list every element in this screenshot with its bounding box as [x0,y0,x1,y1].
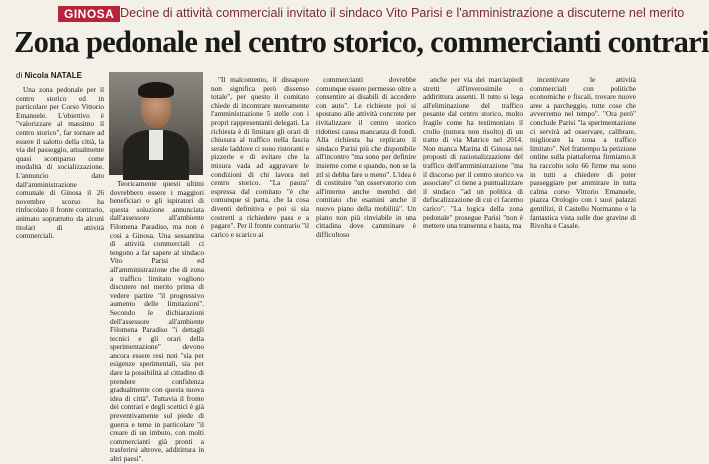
location-tag: GINOSA [58,6,120,22]
byline-prefix: di [16,71,23,80]
column-5-text: incentivare le attività commerciali con politiche economiche e fiscali, trovare nuove aree a parcheggio, tutte cose che avverremo nel tempo". "Ora però" conclude Parisi "la sperimentazione ci servirà ad osservare, calibrare, migliorare la zona a traffico limitato". Nel frattempo la petizione online sulla piattaforma firmiamo.it ha raccolto solo 66 firme ma sono in tutti a chiedere di poter passeggiare per ammirare in tutta calma corso Vittorio Emanuele, piazza Orologio con i suoi palazzi gentilizi, il Castello Normanno e la fantastica vista sulle due gravine di Rivolta e Casale. [530,75,636,231]
column-4-text: anche per via dei marciapiedi stretti all'inverosimile o addirittura assenti. Il tutto si lega all'eliminazione del traffico pesante dal centro storico, molto fragile come ha testimoniato il crollo (tuttora non risolto) di un tratto di via Matrice nel 2014. Non manca Marina di Ginosa nei proposti di razionalizzazione del traffico dell'amministrazione "ma il discorso per il centro storico va associato" ci tiene a puntualizzare il sindaco "ad un politica di defiscalizzazione di cui ci facemo carico". "La logica della zona pedonale" prosegue Parisi "non è mettere una transenna e basta, ma [423,75,523,231]
article-column-1b [110,179,204,463]
headline: Zona pedonale nel centro storico, commercianti contrari [14,25,709,59]
column-2-text: "Il malcontento, il dissapore non significa però dissenso totale", per questo il comitato chiede di incontrare nuovamente l'amministrazione 5 stelle con i propri rappresentanti delegati. La richiesta è di limitare gli orari di chiusura al traffico nella fascia serale laddove ci sono ristoranti e pizzerie e di evitare che la misura vada ad aggravare le condizioni di chi lavora nel centro storico. "La paura" espressa dal comitato "è che comunque si parta, che la cosa diventi definitiva e poi si sia costretti a richiedere pass e a pagare". Per il fronte contrario "il carico e scarico ai [211,75,309,239]
column-1b-text: Teoricamente questi ultimi dovrebbero essere i maggiori beneficiari o gli ispiratori di questa soluzione annunciata dall'assessore all'ambiente Filomena Paradiso, ma non è così a Ginosa. Una sessantina di attività commerciali ci tengono a far sapere al sindaco Vito Parisi ed all'amministrazione che di zona a traffico limitato vogliono discutere nel merito prima di vedere partire "il progressivo aumento delle limitazioni". Secondo le dichiarazioni dell'assessore all'ambiente Filomena Paradiso "i dettagli tecnici e gli orari della sperimentazione" devono ancora essere resi noti "sia per esigenze sperimentali, sia per dare la possibilità al cittadino di prendere confidenza gradualmente con questa nuova idea di città". Tuttavia il fronte dei contrari e degli scettici è già preventivamente sul piede di guerra e teme in particolare "il creare di un imbuto, con molti commercianti già pronti a trasferirsi altrove, additittura in altri paesi". [110,179,204,463]
column-3-text: commercianti dovrebbe comunque essere permesso oltre a consentire ai disabili di accedere con auto". Le richieste poi si spostano alle attività concrete per rivitalizzare il centro storico ridottesi causa mancanza di fondi. Alla richiesta ha replicato il sindaco Parisi più che disponibile all'incontro "ma sono per definire insieme come e quando, non se la ztl si debba fare o meno". L'idea è di costituire "un osservatorio con all'interno anche membri del comitato che esamini anche il nuovo piano della mobilità". Un piano non più rinviabile in una cittadina dove camminare è difficoltoso [316,75,416,239]
byline [16,71,82,80]
article-column-4 [423,76,523,434]
article-column-2 [211,76,309,434]
byline-author: Nicola NATALE [24,71,82,80]
column-1-text: Una zona pedonale per il centro storico ed in particolare per Corso Vittorio Emanuele. L'obiettivo è "valorizzare al massimo il centro storico", far tornare ad essere il salotto della città, la via del passeggio, attualmente quasi scomparso come modalità di socializzazione. L'annuncio dato dall'amministrazione comunale di Ginosa il 26 novembre scorso ha rinfocolato il fronte contrario, animato soprattutto da alcuni titolari di attività commerciali. [16,85,104,241]
photo-hair-shape [138,82,174,98]
article-column-3 [316,76,416,434]
photo-shirt-shape [149,130,163,160]
author-photo [109,72,203,175]
kicker-subtitle: Decine di attività commerciali invitato il sindaco Vito Parisi e l'amministrazione a discuterne nel merito [120,6,685,20]
article-column-5 [530,76,636,434]
article-column-1 [16,86,104,434]
